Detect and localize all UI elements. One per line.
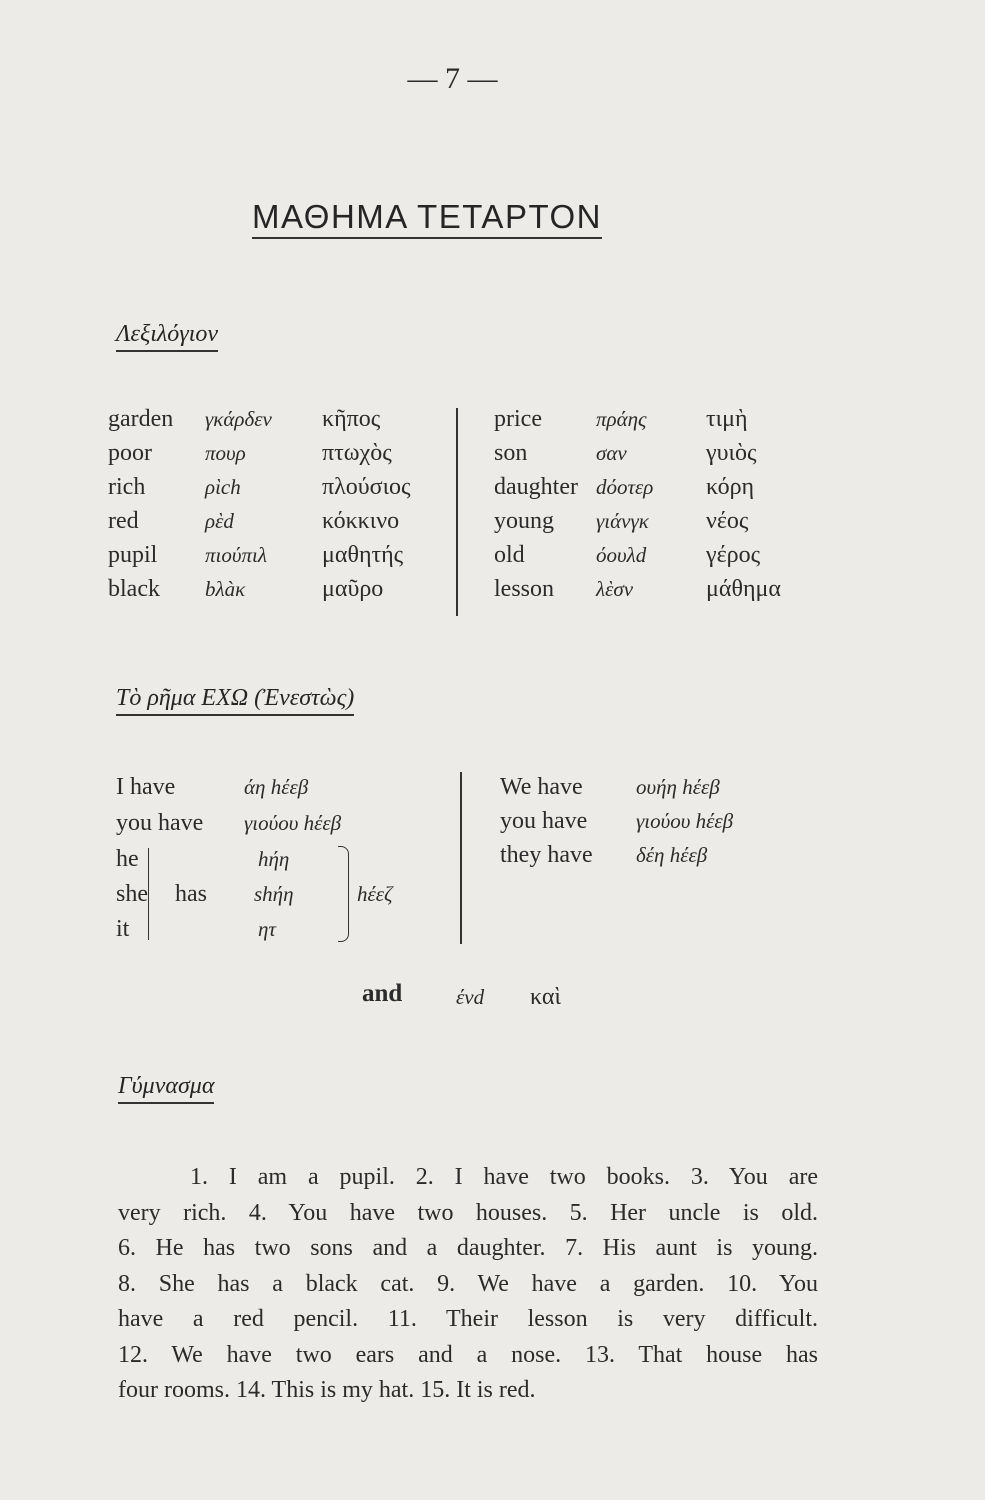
verb-row: they have δέη hέεβ: [500, 842, 708, 868]
verb-divider: [460, 772, 462, 944]
verb-i-have: I have: [116, 774, 176, 800]
verb-row: you have γιούου hέεβ: [500, 808, 734, 834]
exercise-line: have a red pencil. 11. Their lesson is very difficult.: [118, 1306, 818, 1332]
verb-you-have-pron: γιούου hέεβ: [244, 811, 342, 835]
exercise-line: four rooms. 14. This is my hat. 15. It is red.: [118, 1377, 536, 1403]
exercise-paragraph: [118, 1160, 818, 1409]
vocab-row: black bλàκ μαῦρο: [108, 576, 384, 602]
verb-she-pron: shήη: [254, 882, 294, 906]
vocab-row: red ρὲd κόκκινο: [108, 508, 400, 534]
verb-i-have-pron: άη hέεβ: [244, 775, 309, 799]
and-pron: ένd: [456, 985, 485, 1009]
vocab-row: young γιάνγκ νέος: [494, 508, 749, 534]
vocab-row: son σαν γυιὸς: [494, 440, 757, 466]
verb-it-pron: ητ: [258, 917, 276, 941]
exercise-line: 12. We have two ears and a nose. 13. That house has: [118, 1341, 818, 1368]
vocab-row: lesson λὲσν μάθημα: [494, 576, 781, 602]
vocab-row: price πράης τιμὴ: [494, 406, 748, 432]
vocab-row: pupil πιούπιλ μαθητής: [108, 542, 404, 568]
verb-she: she: [116, 881, 148, 907]
verb-right-column: [500, 770, 733, 872]
vocab-right-column: [494, 402, 781, 606]
vocab-left-column: [108, 402, 411, 606]
verb-heading: Τὸ ρῆμα ΕΧΩ (Ἐνεστὼς): [116, 684, 354, 716]
exercise-line: very rich. 4. You have two houses. 5. Her uncle is old.: [118, 1199, 818, 1226]
verb-has: has: [175, 881, 207, 907]
vocab-row: old όουλd γέρος: [494, 542, 761, 568]
and-greek: καὶ: [530, 984, 561, 1010]
exercise-heading: Γύμνασμα: [118, 1072, 214, 1104]
pronoun-bracket: [148, 848, 169, 940]
verb-he-pron: hήη: [258, 847, 290, 871]
pron-bracket: [338, 846, 349, 942]
page-number: — 7 —: [407, 62, 498, 95]
vocab-row: poor πουρ πτωχὸς: [108, 440, 392, 466]
vocab-row: daughter dόοτερ κόρη: [494, 474, 755, 500]
verb-row: We have ουήη hέεβ: [500, 774, 720, 800]
verb-you-have: you have: [116, 810, 204, 836]
exercise-line: 6. He has two sons and a daughter. 7. His aunt is young.: [118, 1235, 818, 1261]
verb-it: it: [116, 916, 130, 942]
vocabulary-heading: Λεξιλόγιον: [116, 320, 218, 352]
vocab-row: rich ρὶch πλούσιος: [108, 474, 411, 500]
vocab-row: garden γκάρδεν κῆπος: [108, 406, 381, 432]
and-word: and: [362, 980, 403, 1007]
exercise-line: 8. She has a black cat. 9. We have a garden. 10. You: [118, 1270, 818, 1297]
verb-has-pron: hέεζ: [357, 882, 393, 906]
lesson-title: ΜΑΘΗΜΑ ΤΕΤΑΡΤΟΝ: [252, 198, 602, 239]
exercise-line: 1. I am a pupil. 2. I have two books. 3. You are: [190, 1164, 818, 1190]
verb-he: he: [116, 846, 139, 872]
vocab-divider: [456, 408, 458, 616]
